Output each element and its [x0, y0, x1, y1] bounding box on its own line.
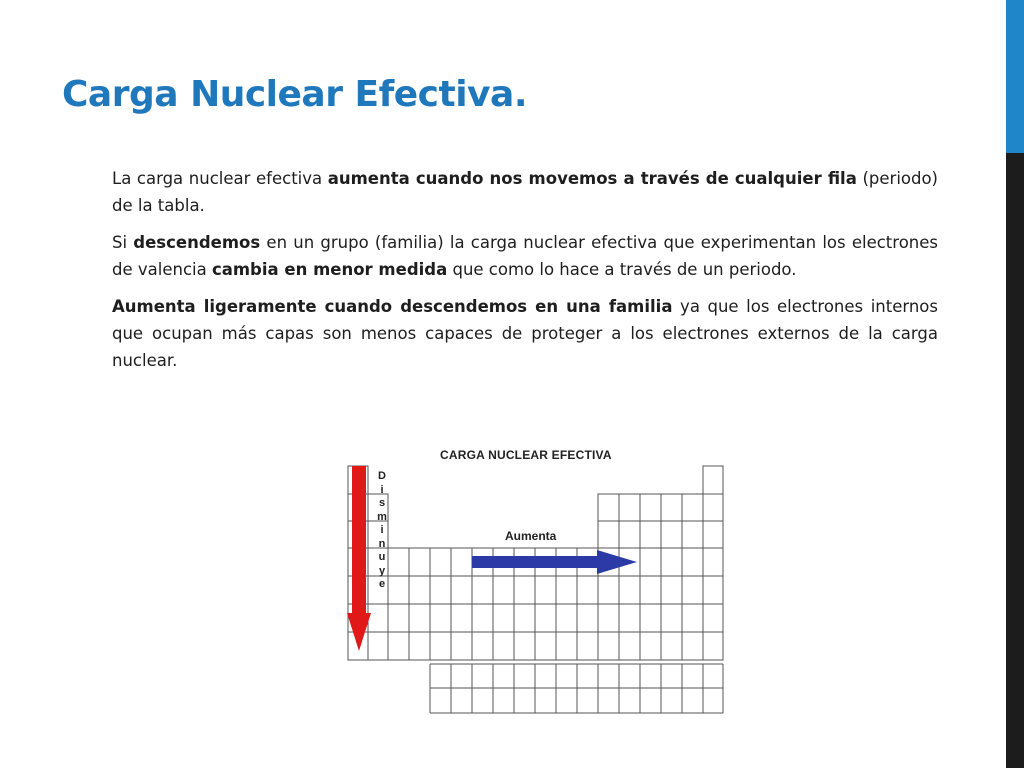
- decrease-letter: u: [378, 551, 386, 563]
- table-cell: [577, 604, 598, 632]
- table-cell: [661, 576, 682, 604]
- table-cell: [661, 604, 682, 632]
- table-cell: [472, 576, 493, 604]
- table-cell: [451, 576, 472, 604]
- table-cell: [661, 632, 682, 660]
- table-cell: [409, 632, 430, 660]
- increase-label: Aumenta: [505, 529, 557, 543]
- table-cell: [368, 604, 388, 632]
- table-cell: [619, 632, 640, 660]
- table-cell: [703, 521, 723, 548]
- slide-body: [112, 165, 938, 384]
- paragraph-3: [112, 293, 938, 374]
- table-cell: [703, 548, 723, 576]
- table-cell: [661, 548, 682, 576]
- table-cell: [640, 632, 661, 660]
- table-cell: [430, 576, 451, 604]
- table-cell: [430, 632, 451, 660]
- table-cell: [682, 494, 703, 521]
- table-cell: [661, 521, 682, 548]
- table-cell: [619, 604, 640, 632]
- table-cell: [472, 632, 493, 660]
- table-cell: [703, 576, 723, 604]
- slide-title: Carga Nuclear Efectiva.: [62, 74, 527, 115]
- table-cell: [535, 632, 556, 660]
- table-cell: [451, 548, 472, 576]
- periodic-table-diagram: [345, 445, 730, 720]
- table-cell: [703, 632, 723, 660]
- decrease-label: [375, 470, 389, 592]
- table-cell: [682, 548, 703, 576]
- p3-bold-1: Aumenta ligeramente cuando descendemos en una familia: [112, 297, 673, 316]
- periodic-table-figure: [345, 445, 730, 720]
- decrease-letter: s: [378, 497, 386, 509]
- p2-bold-1: descendemos: [133, 233, 261, 252]
- lanthanide-grid: [430, 664, 723, 713]
- table-cell: [430, 604, 451, 632]
- decrease-letter: e: [378, 578, 386, 590]
- table-cell: [430, 548, 451, 576]
- p2-text-2: en un grupo (familia) la carga nuclear efectiva que experimentan los electrones de valencia: [112, 233, 938, 279]
- decrease-letter: i: [380, 524, 384, 536]
- table-cell: [388, 576, 409, 604]
- table-cell: [368, 632, 388, 660]
- decrease-letter: y: [378, 564, 386, 577]
- table-cell: [640, 604, 661, 632]
- table-cell: [535, 604, 556, 632]
- table-cell: [619, 576, 640, 604]
- table-cell: [703, 466, 723, 494]
- p2-bold-2: cambia en menor medida: [211, 260, 448, 279]
- table-cell: [388, 632, 409, 660]
- decrease-letter: n: [378, 537, 386, 550]
- table-cell: [640, 576, 661, 604]
- table-cell: [388, 604, 409, 632]
- table-cell: [409, 548, 430, 576]
- table-cell: [493, 632, 514, 660]
- table-cell: [598, 632, 619, 660]
- p1-bold-1: aumenta cuando nos movemos a través de cualquier fila: [327, 169, 857, 188]
- table-cell: [619, 521, 640, 548]
- slide-accent-bar-bottom: [1006, 153, 1024, 768]
- table-cell: [598, 604, 619, 632]
- p3-text-1: ya que los electrones internos que ocupan más capas son menos capaces de proteger a los electrones externos de la carga nuclear.: [112, 297, 939, 370]
- slide-accent-bar-top: [1006, 0, 1024, 153]
- table-cell: [640, 548, 661, 576]
- decrease-letter: i: [380, 483, 384, 496]
- table-cell: [682, 521, 703, 548]
- table-cell: [661, 494, 682, 521]
- table-cell: [640, 521, 661, 548]
- paragraph-1: [112, 165, 938, 219]
- decrease-letter: m: [377, 510, 387, 523]
- table-cell: [472, 604, 493, 632]
- table-cell: [703, 604, 723, 632]
- table-cell: [409, 576, 430, 604]
- table-cell: [556, 576, 577, 604]
- table-cell: [493, 604, 514, 632]
- p1-text-2: (periodo) de la tabla.: [112, 169, 938, 215]
- table-cell: [556, 632, 577, 660]
- p2-text-1: Si: [112, 233, 134, 252]
- p2-text-3: que como lo hace a través de un periodo.: [447, 260, 797, 279]
- table-cell: [556, 604, 577, 632]
- table-cell: [682, 632, 703, 660]
- table-cell: [682, 576, 703, 604]
- paragraph-2: [112, 229, 938, 283]
- table-cell: [388, 548, 409, 576]
- table-cell: [598, 494, 619, 521]
- table-cell: [451, 604, 472, 632]
- table-cell: [409, 604, 430, 632]
- table-cell: [598, 576, 619, 604]
- table-cell: [619, 494, 640, 521]
- table-cell: [514, 576, 535, 604]
- p1-text-1: La carga nuclear efectiva: [112, 169, 328, 188]
- table-cell: [514, 604, 535, 632]
- table-cell: [577, 576, 598, 604]
- table-cell: [577, 632, 598, 660]
- table-cell: [640, 494, 661, 521]
- horizontal-arrow: [472, 550, 637, 574]
- figure-title: CARGA NUCLEAR EFECTIVA: [440, 448, 612, 462]
- table-cell: [598, 521, 619, 548]
- table-cell: [514, 632, 535, 660]
- table-cell: [493, 576, 514, 604]
- table-cell: [682, 604, 703, 632]
- table-cell: [703, 494, 723, 521]
- table-cell: [451, 632, 472, 660]
- decrease-letter: D: [378, 470, 386, 482]
- table-cell: [535, 576, 556, 604]
